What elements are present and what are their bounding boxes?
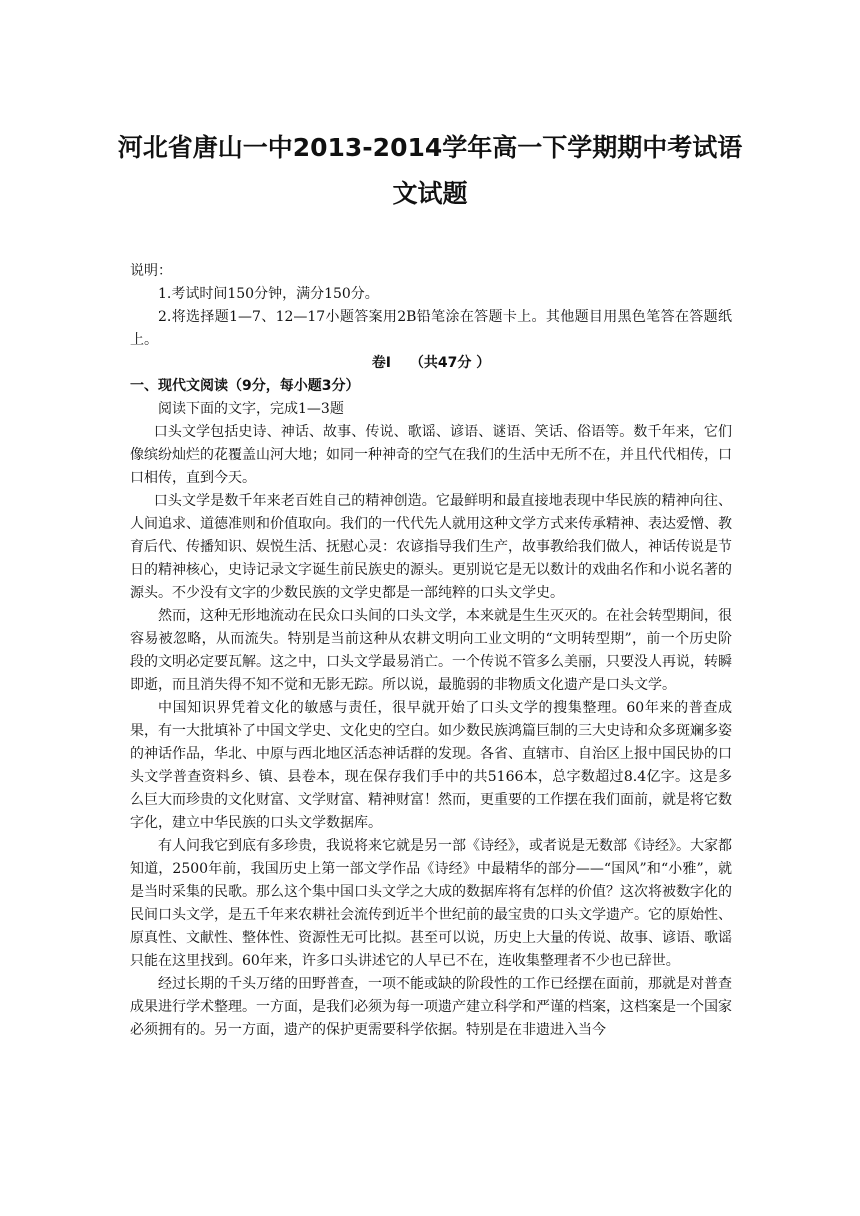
- passage-paragraph: 中国知识界凭着文化的敏感与责任，很早就开始了口头文学的搜集整理。60年来的普查成果，有一大批填补了中国文学史、文化史的空白。如少数民族鸿篇巨制的三大史诗和众多斑斓多姿的神话作品，华北、中原与西北地区活态神话群的发现。各省、直辖市、自治区上报中国民协的口头文学普查资料乡、镇、县卷本，现在保存我们手中的共5166本，总字数超过8.4亿字。这是多么巨大而珍贵的文化财富、文学财富、精神财富！然而，更重要的工作摆在我们面前，就是将它数字化，建立中华民族的口头文学数据库。: [130, 700, 732, 831]
- instruction-text: 阅读下面的文字，完成1—3题: [158, 401, 344, 417]
- passage-paragraph: 然而，这种无形地流动在民众口头间的口头文学，本来就是生生灭灭的。在社会转型期间，很容易被忽略，从而流失。特别是当前这种从农耕文明向工业文明的“文明转型期”，前一个历史阶段的文明必定要瓦解。这之中，口头文学最易消亡。一个传说不管多么美丽，只要没人再说，转瞬即逝，而且消失得不知不觉和无影无踪。所以说，最脆弱的非物质文化遗产是口头文学。: [130, 608, 732, 693]
- note-item: 1.考试时间150分钟，满分150分。: [158, 286, 379, 302]
- passage-paragraph: 口头文学是数千年来老百姓自己的精神创造。它最鲜明和最直接地表现中华民族的精神向往、人间追求、道德准则和价值取向。我们的一代代先人就用这种文学方式来传承精神、表达爱憎、教育后代、传播知识、娱悦生活、抚慰心灵：农谚指导我们生产，故事教给我们做人，神话传说是节日的精神核心，史诗记录文字诞生前民族史的源头。更别说它是无以数计的戏曲名作和小说名著的源头。不少没有文字的少数民族的文学史都是一部纯粹的口头文学史。: [130, 493, 732, 601]
- passage-paragraph: 经过长期的千头万绪的田野普查，一项不能或缺的阶段性的工作已经摆在面前，那就是对普查成果进行学术整理。一方面，是我们必须为每一项遗产建立科学和严谨的档案，这档案是一个国家必须拥有的。另一方面，遗产的保护更需要科学依据。特别是在非遗进入当今: [130, 976, 732, 1038]
- note-item: 2.将选择题1—7、12—17小题答案用2B铅笔涂在答题卡上。其他题目用黑色笔答在答题纸上。: [130, 309, 732, 348]
- notes-label: 说明：: [130, 263, 172, 279]
- document-body: [130, 260, 732, 1042]
- passage-paragraph: 有人问我它到底有多珍贵，我说将来它就是另一部《诗经》，或者说是无数部《诗经》。大家都知道，2500年前，我国历史上第一部文学作品《诗经》中最精华的部分——“国风”和“小雅”，就是当时采集的民歌。那么这个集中国口头文学之大成的数据库将有怎样的价值？这次将被数字化的民间口头文学，是五千年来农耕社会流传到近半个世纪前的最宝贵的口头文学遗产。它的原始性、原真性、文献性、整体性、资源性无可比拟。甚至可以说，历史上大量的传说、故事、谚语、歌谣只能在这里找到。60年来，许多口头讲述它的人早已不在，连收集整理者不少也已辞世。: [130, 838, 732, 969]
- part-heading: 一、现代文阅读（9分，每小题3分）: [130, 378, 360, 394]
- document-title: 河北省唐山一中2013-2014学年高一下学期期中考试语文试题: [117, 132, 743, 208]
- passage-paragraph: 口头文学包括史诗、神话、故事、传说、歌谣、谚语、谜语、笑话、俗语等。数千年来，它们像缤纷灿烂的花覆盖山河大地；如同一种神奇的空气在我们的生活中无所不在，并且代代相传，口口相传，直到今天。: [130, 424, 732, 486]
- section-title: 卷I （共47分 ）: [371, 355, 491, 371]
